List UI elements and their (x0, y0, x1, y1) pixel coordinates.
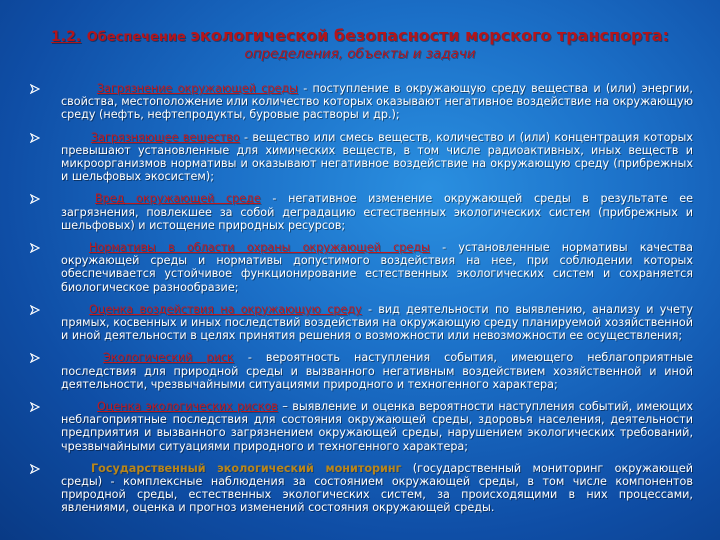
term: Оценка экологических рисков (97, 400, 278, 414)
term: Вред окружающей среде (95, 192, 261, 206)
title-part-2: экологической безопасности морского транспорта: (190, 26, 669, 45)
definition: - негативное изменение окружающей среды в результате ее загрязнения, повлекшее за собой деградацию естественных экологических систем (прибрежных и шельфовых) и истощение природных ресурсов; (61, 192, 693, 232)
list-item (0, 303, 720, 343)
slide-title (20, 26, 700, 48)
term: Нормативы в области охраны окружающей среды (89, 241, 430, 255)
definitions-list (0, 82, 720, 515)
list-item (0, 462, 720, 515)
definition: – выявление и оценка вероятности наступления событий, имеющих неблагоприятные последствия для состояния окружающей среды, здоровья населения, деятельности предприятия и вызванного загрязнением окружающей среды, нарушением экологических требований, чрезвычайными ситуациями природного и техногенного характера; (61, 400, 693, 453)
list-item (0, 241, 720, 294)
arrow-bullet-icon (30, 305, 40, 315)
arrow-bullet-icon (30, 194, 40, 204)
arrow-bullet-icon (30, 353, 40, 363)
term: Оценка воздействия на окружающую среду (89, 302, 362, 316)
definition: - поступление в окружающую среду вещества и (или) энергии, свойства, местоположение или количество которых оказывают негативное воздействие на окружающую среду (нефть, нефтепродукты, буровые растворы и др.); (61, 82, 693, 122)
definition: - вид деятельности по выявлению, анализу и учету прямых, косвенных и иных последствий воздействия на окружающую среду планируемой хозяйственной и иной деятельности в целях принятия решения о возможности или невозможности ее осуществления; (61, 302, 693, 343)
list-item (0, 131, 720, 184)
arrow-bullet-icon (30, 133, 40, 143)
term: Экологический риск (103, 351, 234, 365)
definition: (государственный мониторинг окружающей среды) - комплексные наблюдения за состоянием окружающей среды, в том числе компонентов природной среды, естественных экологических систем, за происходящими в них процессами, явлениями, оценка и прогноз изменений состояния окружающей среды. (61, 461, 693, 515)
list-item (0, 82, 720, 122)
definition: - вероятность наступления события, имеющего неблагоприятные последствия для природной среды и вызванного негативным воздействием хозяйственной и иной деятельности, чрезвычайными ситуациями природного и техногенного характера; (61, 351, 693, 391)
title-number: 1.2. (51, 29, 82, 45)
arrow-bullet-icon (30, 84, 40, 94)
list-item (0, 351, 720, 391)
arrow-bullet-icon (30, 243, 40, 253)
title-part-1: Обеспечение (86, 30, 191, 45)
definition: - вещество или смесь веществ, количество и (или) концентрация которых превышают установленные для химических веществ, в том числе радиоактивных, иных веществ и микроорганизмов нормативы и оказывают негативное воздействие на окружающую среду (прибрежных и шельфовых экосистем); (61, 130, 693, 184)
list-item (0, 192, 720, 232)
term: Государственный экологический мониторинг (91, 461, 402, 475)
list-item (0, 400, 720, 453)
definition: - установленные нормативы качества окружающей среды и нормативы допустимого воздействия на нее, при соблюдении которых обеспечивается устойчивое функционирование естественных экологических систем и сохраняется биологическое разнообразие; (61, 241, 694, 294)
arrow-bullet-icon (30, 464, 40, 474)
slide-subtitle: определения, объекты и задачи (244, 46, 476, 62)
arrow-bullet-icon (30, 402, 40, 412)
term: Загрязнение окружающей среды (97, 82, 298, 95)
term: Загрязняющее вещество (91, 130, 240, 144)
